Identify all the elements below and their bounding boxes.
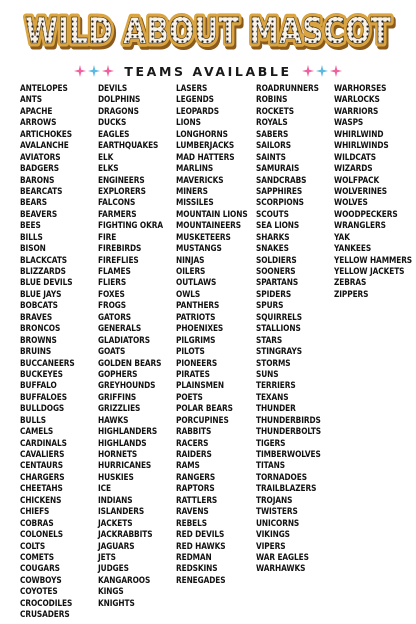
team-name: POLAR BEARS xyxy=(176,404,233,415)
team-column-2 xyxy=(98,84,174,610)
team-name: CHARGERS xyxy=(20,472,65,483)
team-name: WASPS xyxy=(334,118,364,129)
team-name: NINJAS xyxy=(176,255,205,266)
team-name: TRAILBLAZERS xyxy=(256,484,317,495)
team-name: WRANGLERS xyxy=(334,221,386,232)
team-name: BEARCATS xyxy=(20,186,63,197)
team-name: PILGRIMS xyxy=(176,335,216,346)
team-column-1 xyxy=(20,84,84,622)
team-name: PIRATES xyxy=(176,369,210,380)
team-name: RABBITS xyxy=(176,427,212,438)
team-name: FOXES xyxy=(98,289,125,300)
team-name: HIGHLANDERS xyxy=(98,427,158,438)
team-name: BEARS xyxy=(20,198,47,209)
team-name: JAGUARS xyxy=(98,541,135,552)
team-name: GOLDEN BEARS xyxy=(98,358,162,369)
team-name: BRAVES xyxy=(20,312,53,323)
team-name: UNICORNS xyxy=(256,518,300,529)
team-name: LASERS xyxy=(176,84,208,94)
team-name: TERRIERS xyxy=(256,381,296,392)
team-name: YELLOW HAMMERS xyxy=(334,255,413,266)
team-name: ARROWS xyxy=(20,118,57,129)
team-name: CHICKENS xyxy=(20,495,62,506)
team-name: COLONELS xyxy=(20,530,64,541)
team-name: FROGS xyxy=(98,301,126,312)
team-name: GREYHOUNDS xyxy=(98,381,156,392)
team-name: LIONS xyxy=(176,118,201,129)
team-name: ROADRUNNERS xyxy=(256,84,319,94)
team-name: RENEGADES xyxy=(176,575,226,586)
team-name: BADGERS xyxy=(20,164,60,175)
team-name: TEXANS xyxy=(256,392,289,403)
team-name: SOONERS xyxy=(256,267,296,277)
pink-star-icon xyxy=(74,65,86,77)
page-title xyxy=(0,4,416,56)
team-name: BUCCANEERS xyxy=(20,358,75,369)
team-name: GRIZZLIES xyxy=(98,404,141,415)
team-name: COLTS xyxy=(20,541,46,552)
team-name: BRUINS xyxy=(20,347,52,358)
pink-star-icon xyxy=(330,65,342,77)
team-name: RATTLERS xyxy=(176,495,218,506)
team-name: YAK xyxy=(334,232,350,243)
team-name: PHOENIXES xyxy=(176,324,224,335)
team-name: SAINTS xyxy=(256,152,286,163)
team-name: SOLDIERS xyxy=(256,255,297,266)
team-name: STINGRAYS xyxy=(256,347,302,358)
team-name: CENTAURS xyxy=(20,461,63,472)
team-name: PILOTS xyxy=(176,347,205,358)
team-name: TORNADOES xyxy=(256,472,307,483)
team-name: OUTLAWS xyxy=(176,278,217,289)
team-name: HUSKIES xyxy=(98,472,134,483)
team-name: GLADIATORS xyxy=(98,335,151,346)
team-name: ENGINEERS xyxy=(98,175,145,186)
team-name: FLIERS xyxy=(98,278,127,289)
team-name: HIGHLANDS xyxy=(98,438,147,449)
team-name: MUSKETEERS xyxy=(176,232,231,243)
team-name: HURRICANES xyxy=(98,461,152,472)
team-name: EAGLES xyxy=(98,129,130,140)
team-name: JUDGES xyxy=(98,564,129,575)
team-name: WARLOCKS xyxy=(334,95,380,106)
blue-star-icon xyxy=(316,65,328,77)
team-name: RAMS xyxy=(176,461,200,472)
team-name: CAMELS xyxy=(20,427,54,438)
team-name: INDIANS xyxy=(98,495,133,506)
team-name: FIGHTING OKRA xyxy=(98,221,163,232)
team-name: WARRIORS xyxy=(334,106,379,117)
team-name: RAIDERS xyxy=(176,450,212,460)
team-name: GATORS xyxy=(98,312,132,323)
team-name: LEOPARDS xyxy=(176,106,219,117)
team-name: EARTHQUAKES xyxy=(98,141,159,152)
team-name: BLUE JAYS xyxy=(20,289,62,300)
team-name: PLAINSMEN xyxy=(176,381,224,392)
team-name: MARLINS xyxy=(176,164,214,175)
team-name: REDMAN xyxy=(176,552,212,563)
team-name: PANTHERS xyxy=(176,301,220,312)
team-name: WARHAWKS xyxy=(256,564,306,575)
team-name: TWISTERS xyxy=(256,507,298,518)
team-name: BEAVERS xyxy=(20,209,58,220)
team-name: WARHORSES xyxy=(334,84,387,94)
team-name: FIRE xyxy=(98,232,117,243)
team-name: CROCODILES xyxy=(20,598,73,609)
team-name: ROBINS xyxy=(256,95,288,106)
title-shadow: WILD ABOUT MASCOT xyxy=(27,14,394,55)
team-name: HORNETS xyxy=(98,450,138,460)
team-name: MUSTANGS xyxy=(176,244,222,255)
team-name: TROJANS xyxy=(256,495,293,506)
team-name: SANDCRABS xyxy=(256,175,307,186)
team-name: SHARKS xyxy=(256,232,290,243)
team-name: SEA LIONS xyxy=(256,221,300,232)
team-name: PATRIOTS xyxy=(176,312,216,323)
blue-star-icon xyxy=(88,65,100,77)
team-name: WILDCATS xyxy=(334,152,376,163)
team-name: BROWNS xyxy=(20,335,57,346)
team-name: HAWKS xyxy=(98,415,129,426)
team-name: RACERS xyxy=(176,438,209,449)
team-name: MAD HATTERS xyxy=(176,152,235,163)
team-name: BULLDOGS xyxy=(20,404,65,415)
team-name: CARDINALS xyxy=(20,438,67,449)
team-name: COMETS xyxy=(20,552,54,563)
subtitle-row xyxy=(0,60,416,82)
team-name: DEVILS xyxy=(98,84,128,94)
team-name: COBRAS xyxy=(20,518,54,529)
team-name: SPURS xyxy=(256,301,284,312)
team-name: THUNDER xyxy=(256,404,296,415)
pink-star-icon xyxy=(102,65,114,77)
team-name: TITANS xyxy=(256,461,285,472)
team-column-3 xyxy=(176,84,259,587)
team-name: APACHE xyxy=(20,106,53,117)
team-name: RANGERS xyxy=(176,472,216,483)
team-name: BEES xyxy=(20,221,41,232)
team-name: BLACKCATS xyxy=(20,255,68,266)
team-name: WOODPECKERS xyxy=(334,209,398,220)
team-name: PORCUPINES xyxy=(176,415,229,426)
team-name: MAVERICKS xyxy=(176,175,224,186)
left-stars xyxy=(74,65,114,77)
team-name: AVIATORS xyxy=(20,152,61,163)
team-name: BUFFALOES xyxy=(20,392,67,403)
team-name: GENERALS xyxy=(98,324,142,335)
team-name: WAR EAGLES xyxy=(256,552,309,563)
team-name: SAMURAIS xyxy=(256,164,300,175)
team-name: BISON xyxy=(20,244,46,255)
team-name: ZEBRAS xyxy=(334,278,367,289)
team-name: GOATS xyxy=(98,347,126,358)
team-name: CHEETAHS xyxy=(20,484,63,495)
pink-star-icon xyxy=(302,65,314,77)
team-name: WOLFPACK xyxy=(334,175,380,186)
team-name: ROCKETS xyxy=(256,106,294,117)
team-name: YANKEES xyxy=(334,244,372,255)
team-name: DUCKS xyxy=(98,118,127,129)
right-stars xyxy=(302,65,342,77)
team-name: BUFFALO xyxy=(20,381,57,392)
team-name: WHIRLWIND xyxy=(334,129,384,140)
team-name: LONGHORNS xyxy=(176,129,228,140)
team-name: RAPTORS xyxy=(176,484,215,495)
team-name: COUGARS xyxy=(20,564,60,575)
team-name: TIMBERWOLVES xyxy=(256,450,321,460)
team-name: ROYALS xyxy=(256,118,288,129)
team-name: WOLVES xyxy=(334,198,368,209)
page-title-banner xyxy=(0,4,416,56)
team-name: SAILORS xyxy=(256,141,291,152)
team-name: RED DEVILS xyxy=(176,530,225,541)
team-name: AVALANCHE xyxy=(20,141,69,152)
team-name: SNAKES xyxy=(256,244,289,255)
team-name: SPIDERS xyxy=(256,289,292,300)
team-name: GRIFFINS xyxy=(98,392,137,403)
team-column-4 xyxy=(256,84,332,576)
team-name: JACKRABBITS xyxy=(98,530,153,541)
team-name: REBELS xyxy=(176,518,207,529)
team-name: RED HAWKS xyxy=(176,541,226,552)
team-name: GOPHERS xyxy=(98,369,138,380)
team-name: LEGENDS xyxy=(176,95,214,106)
team-name: TIGERS xyxy=(256,438,286,449)
team-name: REDSKINS xyxy=(176,564,218,575)
team-columns xyxy=(20,84,416,624)
team-name: ICE xyxy=(98,484,111,495)
team-name: BUCKEYES xyxy=(20,369,63,380)
team-name: BARONS xyxy=(20,175,55,186)
team-name: YELLOW JACKETS xyxy=(334,267,405,277)
team-name: RAVENS xyxy=(176,507,209,518)
team-name: EXPLORERS xyxy=(98,186,146,197)
team-name: BILLS xyxy=(20,232,43,243)
team-name: MOUNTAIN LIONS xyxy=(176,209,248,220)
team-name: STALLIONS xyxy=(256,324,301,335)
team-name: SAPPHIRES xyxy=(256,186,303,197)
team-name: VIKINGS xyxy=(256,530,290,541)
team-name: VIPERS xyxy=(256,541,286,552)
team-name: MOUNTAINEERS xyxy=(176,221,242,232)
team-name: CHIEFS xyxy=(20,507,50,518)
team-name: FIREFLIES xyxy=(98,255,139,266)
team-name: SPARTANS xyxy=(256,278,299,289)
team-name: DOLPHINS xyxy=(98,95,141,106)
team-name: JACKETS xyxy=(98,518,133,529)
team-name: FLAMES xyxy=(98,267,131,277)
team-name: WHIRLWINDS xyxy=(334,141,389,152)
team-name: BLIZZARDS xyxy=(20,267,66,277)
team-name: FIREBIRDS xyxy=(98,244,142,255)
team-name: THUNDERBOLTS xyxy=(256,427,322,438)
team-name: FALCONS xyxy=(98,198,136,209)
team-name: WIZARDS xyxy=(334,164,373,175)
team-name: BRONCOS xyxy=(20,324,61,335)
team-name: BOBCATS xyxy=(20,301,58,312)
team-name: PIONEERS xyxy=(176,358,218,369)
team-column-5 xyxy=(334,84,416,301)
title-text: WILD ABOUT MASCOT xyxy=(25,11,392,52)
team-name: KNIGHTS xyxy=(98,598,135,609)
team-name: FARMERS xyxy=(98,209,137,220)
team-name: ISLANDERS xyxy=(98,507,145,518)
team-name: SCOUTS xyxy=(256,209,289,220)
team-name: MINERS xyxy=(176,186,208,197)
team-name: ELKS xyxy=(98,164,119,175)
team-name: STARS xyxy=(256,335,283,346)
team-name: CAVALIERS xyxy=(20,450,65,460)
team-name: JETS xyxy=(98,552,116,563)
team-name: KANGAROOS xyxy=(98,575,151,586)
team-name: SCORPIONS xyxy=(256,198,304,209)
team-name: OWLS xyxy=(176,289,201,300)
team-name: LUMBERJACKS xyxy=(176,141,235,152)
team-name: SQUIRRELS xyxy=(256,312,303,323)
team-name: THUNDERBIRDS xyxy=(256,415,321,426)
team-name: BULLS xyxy=(20,415,46,426)
team-name: ANTS xyxy=(20,95,42,106)
team-name: STORMS xyxy=(256,358,291,369)
team-name: ELK xyxy=(98,152,114,163)
team-name: MISSILES xyxy=(176,198,214,209)
subtitle: TEAMS AVAILABLE xyxy=(124,63,292,79)
team-name: COYOTES xyxy=(20,587,58,598)
team-name: BLUE DEVILS xyxy=(20,278,73,289)
team-name: POETS xyxy=(176,392,203,403)
team-name: SUNS xyxy=(256,369,279,380)
team-name: KINGS xyxy=(98,587,124,598)
team-name: SABERS xyxy=(256,129,289,140)
team-name: WOLVERINES xyxy=(334,186,388,197)
team-name: OILERS xyxy=(176,267,206,277)
title-outline: WILD ABOUT MASCOT xyxy=(25,11,392,52)
team-name: ANTELOPES xyxy=(20,84,68,94)
team-name: ZIPPERS xyxy=(334,289,369,300)
team-name: ARTICHOKES xyxy=(20,129,73,140)
team-name: COWBOYS xyxy=(20,575,62,586)
team-name: DRAGONS xyxy=(98,106,139,117)
team-name: CRUSADERS xyxy=(20,610,70,621)
